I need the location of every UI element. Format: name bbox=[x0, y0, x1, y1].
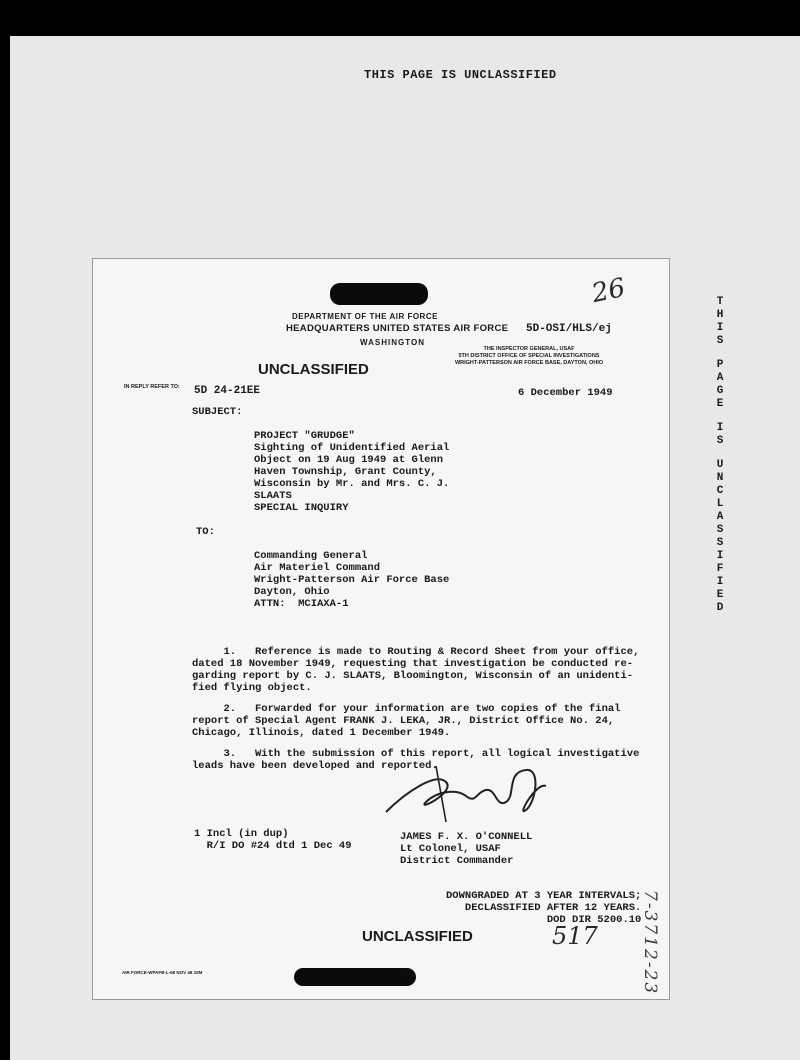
addressee-block: Commanding General Air Materiel Command Wright-Patterson Air Force Base Dayton, Ohio ATTN: MCIAXA-1 bbox=[254, 550, 450, 610]
subject-block: PROJECT "GRUDGE" Sighting of Unidentified Aerial Object on 19 Aug 1949 at Glenn Haven Township, Grant County, Wisconsin by Mr. and Mrs. C. J. SLAATS SPECIAL INQUIRY bbox=[254, 430, 450, 514]
signature-block: JAMES F. X. O'CONNELL Lt Colonel, USAF District Commander bbox=[400, 831, 533, 867]
inclosure-note: 1 Incl (in dup) R/I DO #24 dtd 1 Dec 49 bbox=[194, 828, 352, 852]
letterhead-city: WASHINGTON bbox=[360, 338, 425, 347]
redaction-bottom bbox=[294, 968, 416, 986]
page-banner: THIS PAGE IS UNCLASSIFIED bbox=[364, 68, 557, 82]
side-banner: T H I S P A G E I S U N C L A S S I F I E D bbox=[716, 296, 724, 614]
letterhead-headquarters: HEADQUARTERS UNITED STATES AIR FORCE bbox=[286, 323, 509, 334]
paragraph-2: 2. Forwarded for your information are two copies of the final report of Special Agent FRANK J. LEKA, JR., District Office No. 24, Chicago, Illinois, dated 1 December 1949. bbox=[192, 703, 621, 739]
inspector-general-stamp: THE INSPECTOR GENERAL, USAF 5TH DISTRICT OFFICE OF SPECIAL INVESTIGATIONS WRIGHT-PATTERSON AIR FORCE BASE, DAYTON, OHIO bbox=[454, 346, 604, 366]
paragraph-3: 3. With the submission of this report, all logical investigative leads have been developed and reported. bbox=[192, 748, 640, 772]
to-label: TO: bbox=[196, 526, 215, 538]
letter-date: 6 December 1949 bbox=[518, 387, 613, 399]
reply-reference: 5D 24-21EE bbox=[194, 385, 261, 397]
classification-stamp-bottom: UNCLASSIFIED bbox=[362, 928, 473, 945]
paragraph-1: 1. Reference is made to Routing & Record Sheet from your office, dated 18 November 1949, requesting that investigation be conducted re- garding report by C. J. SLAATS, Bloomington, Wisconsin of an unidenti- fied flying object. bbox=[192, 646, 640, 694]
downgrade-stamp: DOWNGRADED AT 3 YEAR INTERVALS; DECLASSIFIED AFTER 12 YEARS. DOD DIR 5200.10 bbox=[446, 890, 642, 926]
handwritten-side-number: 7-3712-23 bbox=[640, 890, 660, 996]
file-reference: 5D-OSI/HLS/ej bbox=[526, 323, 612, 335]
letterhead-department: DEPARTMENT OF THE AIR FORCE bbox=[292, 312, 438, 321]
handwritten-page-number: 26 bbox=[589, 272, 628, 310]
form-number: AIR FORCE-WPAFB-L-68 NOV 48 15M bbox=[122, 970, 203, 975]
redaction-top bbox=[330, 283, 428, 305]
classification-stamp-top: UNCLASSIFIED bbox=[258, 361, 369, 378]
handwritten-517: 517 bbox=[552, 922, 598, 950]
subject-label: SUBJECT: bbox=[192, 406, 243, 418]
reply-label: IN REPLY REFER TO: bbox=[124, 384, 180, 390]
